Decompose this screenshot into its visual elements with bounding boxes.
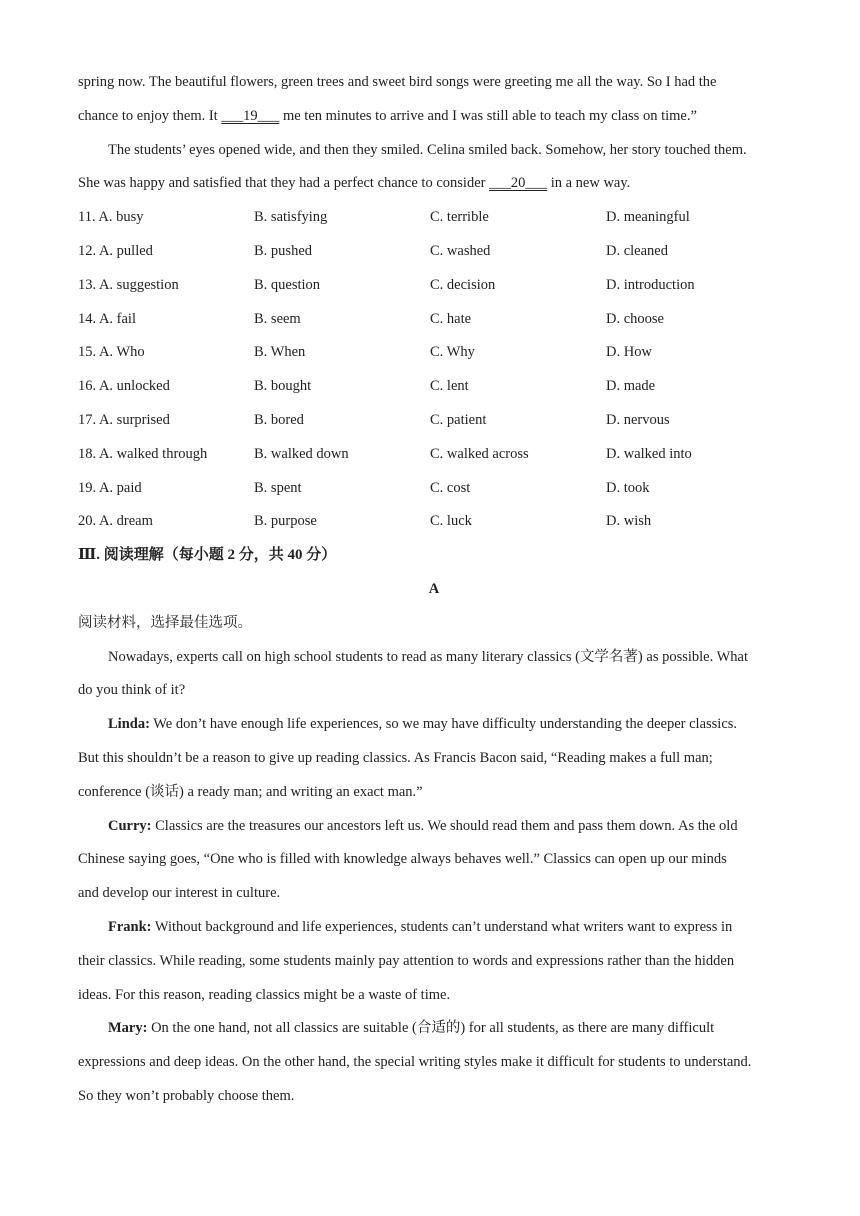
option-b: B. question: [254, 276, 321, 293]
option-a: 19. A. paid: [78, 479, 142, 496]
text: in a new way.: [547, 175, 631, 192]
option-d: D. meaningful: [606, 209, 690, 226]
question-row: [78, 235, 790, 269]
option-b: B. walked down: [254, 445, 349, 462]
passage-line: [78, 134, 790, 168]
question-options: [78, 201, 790, 539]
curry-opinion: [78, 810, 790, 844]
blank-19: ___19___: [221, 107, 280, 124]
text: chance to enjoy them. It: [78, 107, 222, 124]
question-row: [78, 404, 790, 438]
option-d: D. introduction: [606, 276, 695, 293]
speaker-name: Mary:: [108, 1020, 148, 1037]
text: We don’t have enough life experiences, so we may have difficulty understanding the deeper classics.: [149, 716, 738, 733]
question-row: [78, 201, 790, 235]
option-d: D. choose: [606, 310, 664, 327]
reading-line: expressions and deep ideas. On the other hand, the special writing styles make it difficult for students to understand.: [78, 1054, 752, 1071]
option-d: D. How: [606, 344, 652, 361]
passage-line: [78, 100, 790, 134]
option-a: 15. A. Who: [78, 344, 145, 361]
reading-line: But this shouldn’t be a reason to give up reading classics. As Francis Bacon said, “Reading makes a full man;: [78, 749, 713, 766]
question-row: [78, 472, 790, 506]
option-b: B. spent: [254, 479, 302, 496]
text: Classics are the treasures our ancestors left us. We should read them and pass them down. As the old: [151, 817, 738, 834]
option-b: B. satisfying: [254, 209, 328, 226]
option-a: 20. A. dream: [78, 513, 153, 530]
question-row: [78, 438, 790, 472]
option-b: B. seem: [254, 310, 301, 327]
option-a: 12. A. pulled: [78, 242, 153, 259]
frank-opinion: [78, 911, 790, 945]
question-row: [78, 505, 790, 539]
reading-line: conference (谈话) a ready man; and writing an exact man.”: [78, 783, 423, 800]
text: On the one hand, not all classics are suitable (合适的) for all students, as there are many difficult: [147, 1020, 715, 1037]
option-b: B. pushed: [254, 242, 312, 259]
option-d: D. took: [606, 479, 650, 496]
text: spring now. The beautiful flowers, green trees and sweet bird songs were greeting me all the way. So I had the: [78, 74, 717, 90]
option-c: C. washed: [430, 242, 491, 259]
text: She was happy and satisfied that they had a perfect chance to consider: [78, 175, 490, 192]
option-a: 11. A. busy: [78, 209, 144, 226]
question-row: [78, 303, 790, 337]
option-d: D. cleaned: [606, 242, 668, 259]
option-c: C. cost: [430, 479, 471, 496]
linda-opinion: [78, 708, 790, 742]
part-heading: A: [428, 580, 440, 597]
text: me ten minutes to arrive and I was still able to teach my class on time.”: [279, 107, 697, 124]
passage-line: [78, 167, 790, 201]
option-c: C. hate: [430, 310, 472, 327]
reading-line: So they won’t probably choose them.: [78, 1087, 295, 1104]
text: Without background and life experiences, students can’t understand what writers want to express in: [151, 918, 733, 935]
option-b: B. purpose: [254, 513, 317, 530]
reading-line: Nowadays, experts call on high school students to read as many literary classics (文学名著) as possible. What: [108, 648, 749, 665]
reading-line: their classics. While reading, some students mainly pay attention to words and expressions rather than the hidden: [78, 952, 735, 969]
option-a: 16. A. unlocked: [78, 378, 170, 395]
reading-line: Chinese saying goes, “One who is filled with knowledge always behaves well.” Classics can open up our minds: [78, 851, 727, 868]
option-c: C. patient: [430, 411, 487, 428]
option-b: B. bought: [254, 378, 312, 395]
text: The students’ eyes opened wide, and then they smiled. Celina smiled back. Somehow, her story touched them.: [108, 141, 747, 158]
passage-line: [78, 66, 790, 100]
option-c: C. lent: [430, 378, 469, 395]
option-b: B. bored: [254, 411, 304, 428]
option-a: 14. A. fail: [78, 310, 136, 327]
option-a: 13. A. suggestion: [78, 276, 179, 293]
speaker-name: Frank:: [108, 918, 152, 935]
reading-line: and develop our interest in culture.: [78, 885, 281, 902]
reading-line: ideas. For this reason, reading classics might be a waste of time.: [78, 986, 451, 1003]
option-b: B. When: [254, 344, 306, 361]
speaker-name: Curry:: [108, 817, 152, 834]
instruction: 阅读材料，选择最佳选项。: [78, 614, 252, 631]
question-row: [78, 269, 790, 303]
option-c: C. decision: [430, 276, 496, 293]
speaker-name: Linda:: [108, 716, 150, 733]
option-c: C. terrible: [430, 209, 489, 226]
option-c: C. Why: [430, 344, 475, 361]
mary-opinion: [78, 1012, 790, 1046]
option-d: D. nervous: [606, 411, 670, 428]
option-d: D. walked into: [606, 445, 692, 462]
blank-20: ___20___: [489, 175, 548, 192]
question-row: [78, 336, 790, 370]
option-d: D. made: [606, 378, 656, 395]
reading-line: do you think of it?: [78, 682, 186, 699]
document-page: [78, 66, 790, 1114]
option-c: C. luck: [430, 513, 472, 530]
question-row: [78, 370, 790, 404]
section-title: Ⅲ. 阅读理解（每小题 2 分，共 40 分）: [78, 547, 337, 564]
option-d: D. wish: [606, 513, 652, 530]
option-c: C. walked across: [430, 445, 529, 462]
option-a: 17. A. surprised: [78, 411, 170, 428]
option-a: 18. A. walked through: [78, 445, 208, 462]
